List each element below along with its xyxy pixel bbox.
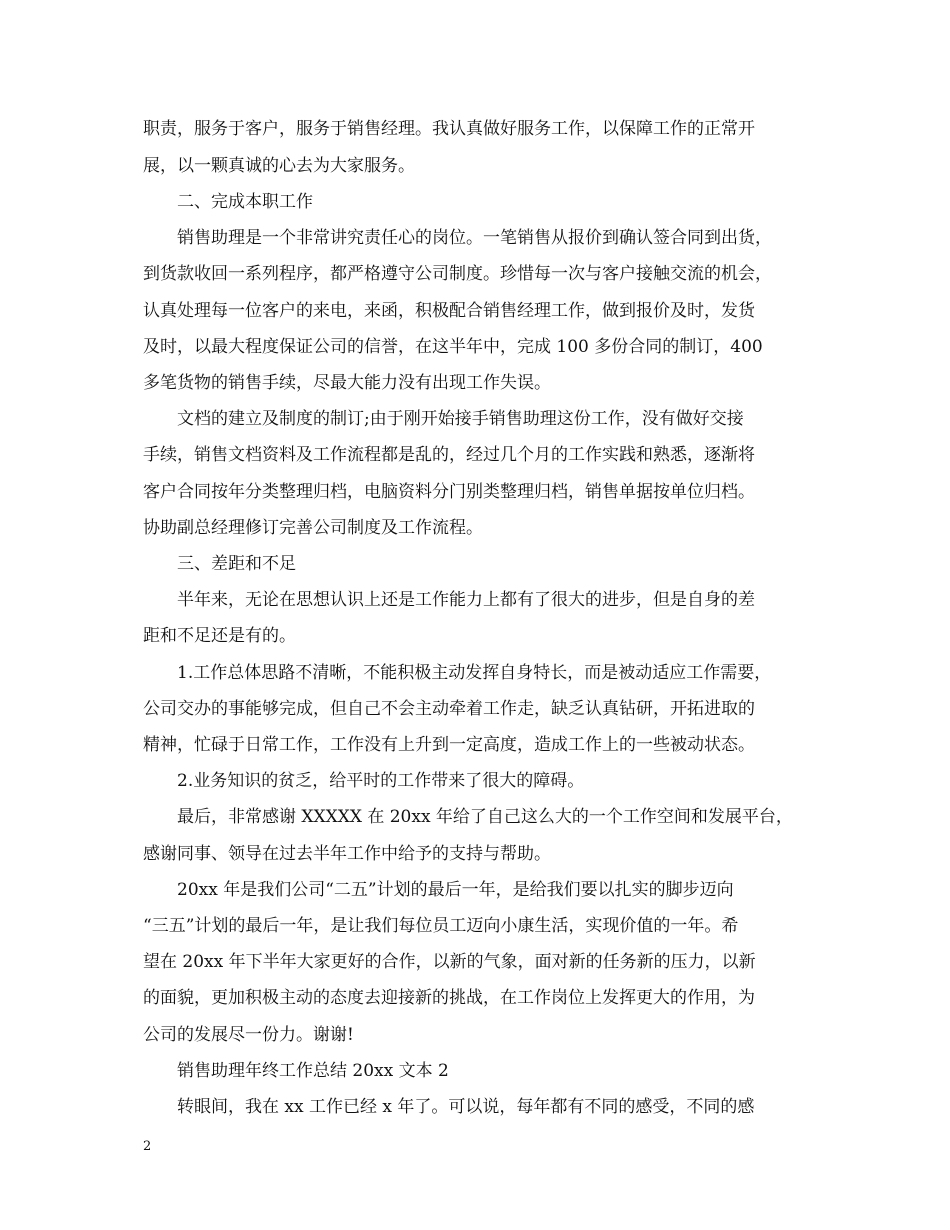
text-line: 20xx 年是我们公司“二五”计划的最后一年，是给我们要以扎实的脚步迈向: [177, 880, 734, 900]
text-line: 客户合同按年分类整理归档，电脑资料分门别类整理归档，销售单据按单位归档。: [143, 482, 755, 502]
text-line: 感谢同事、领导在过去半年工作中给予的支持与帮助。: [143, 844, 551, 864]
text-line: 转眼间，我在 xx 工作已经 x 年了。可以说，每年都有不同的感受，不同的感: [177, 1097, 755, 1117]
text-line: 精神，忙碌于日常工作，工作没有上升到一定高度，造成工作上的一些被动状态。: [143, 735, 755, 755]
text-line: 协助副总经理修订完善公司制度及工作流程。: [143, 518, 483, 538]
text-line: 及时，以最大程度保证公司的信誉，在这半年中，完成 100 多份合同的制订，400: [143, 337, 763, 357]
text-line: 认真处理每一位客户的来电，来函，积极配合销售经理工作，做到报价及时，发货: [143, 301, 755, 321]
text-line: 2.业务知识的贫乏，给平时的工作带来了很大的障碍。: [177, 771, 585, 791]
text-line: 1.工作总体思路不清晰，不能积极主动发挥自身特长，而是被动适应工作需要，: [177, 663, 772, 683]
text-line: 销售助理是一个非常讲究责任心的岗位。一笔销售从报价到确认签合同到出货，: [177, 228, 772, 248]
text-line: 的面貌，更加积极主动的态度去迎接新的挑战，在工作岗位上发挥更大的作用，为: [143, 988, 755, 1008]
text-line: 手续，销售文档资料及工作流程都是乱的，经过几个月的工作实践和熟悉，逐渐将: [143, 445, 755, 465]
text-line: 文档的建立及制度的制订;由于刚开始接手销售助理这份工作，没有做好交接: [177, 409, 744, 429]
text-line: “三五”计划的最后一年，是让我们每位员工迈向小康生活，实现价值的一年。希: [143, 916, 739, 936]
page-number: 2: [143, 1139, 152, 1154]
text-line: 职责，服务于客户，服务于销售经理。我认真做好服务工作，以保障工作的正常开: [143, 119, 755, 139]
text-line: 距和不足还是有的。: [143, 626, 296, 646]
text-line: 展，以一颗真诚的心去为大家服务。: [143, 156, 415, 176]
section-heading: 二、完成本职工作: [177, 192, 313, 212]
text-line: 多笔货物的销售手续，尽最大能力没有出现工作失误。: [143, 373, 551, 393]
text-line: 最后，非常感谢 XXXXX 在 20xx 年给了自己这么大的一个工作空间和发展平台，: [177, 807, 793, 827]
section-heading: 销售助理年终工作总结 20xx 文本 2: [177, 1061, 449, 1081]
text-line: 半年来，无论在思想认识上还是工作能力上都有了很大的进步，但是自身的差: [177, 590, 755, 610]
text-line: 公司的发展尽一份力。谢谢!: [143, 1025, 354, 1045]
text-line: 望在 20xx 年下半年大家更好的合作，以新的气象，面对新的任务新的压力，以新: [143, 952, 756, 972]
text-line: 到货款收回一系列程序，都严格遵守公司制度。珍惜每一次与客户接触交流的机会，: [143, 264, 772, 284]
section-heading: 三、差距和不足: [177, 554, 296, 574]
text-line: 公司交办的事能够完成，但自己不会主动牵着工作走，缺乏认真钻研，开拓进取的: [143, 699, 755, 719]
